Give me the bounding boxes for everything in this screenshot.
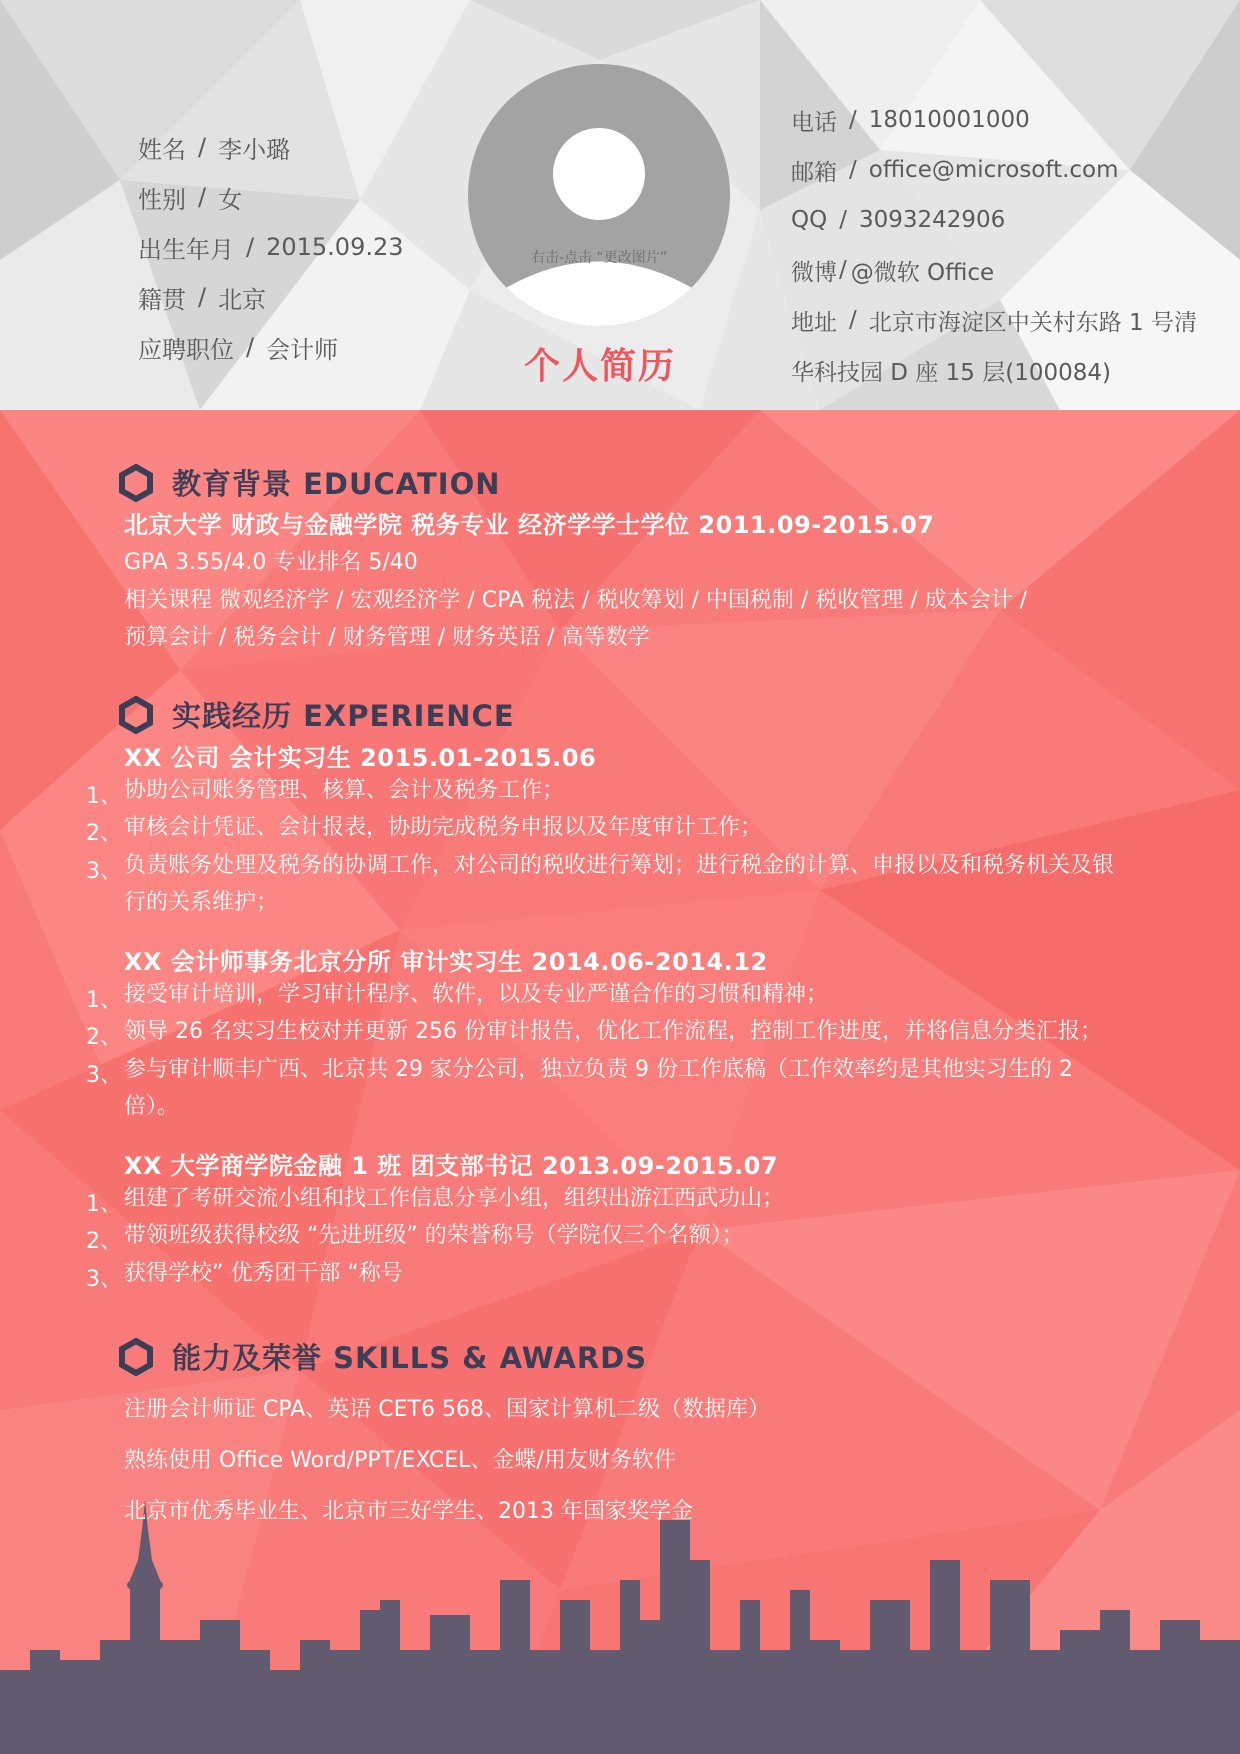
contact-value: 18010001000 — [868, 107, 1030, 133]
contact-label: 邮箱 — [791, 159, 837, 186]
contact-label: QQ — [791, 207, 828, 233]
contact-row-phone — [791, 95, 1211, 145]
job-title: XX 公司 会计实习生 2015.01-2015.06 — [124, 744, 597, 772]
info-label: 出生年月 — [138, 235, 234, 264]
info-row-birth — [138, 222, 498, 272]
info-value: 会计师 — [266, 335, 339, 364]
avatar[interactable] — [468, 64, 730, 326]
hexagon-icon — [118, 464, 154, 502]
job-title: XX 大学商学院金融 1 班 团支部书记 2013.09-2015.07 — [124, 1152, 779, 1180]
education-heading — [118, 462, 501, 503]
info-value: 北京 — [218, 285, 267, 314]
separator: / — [839, 207, 847, 233]
list-item: 审核会计凭证、会计报表，协助完成税务申报以及年度审计工作； — [124, 815, 763, 840]
contact-value: office@microsoft.com — [868, 157, 1119, 183]
info-value: 2015.09.23 — [266, 233, 404, 261]
contact-label: 地址 — [791, 309, 837, 336]
contact-value: 3093242906 — [858, 207, 1006, 233]
separator: / — [849, 157, 857, 183]
info-value: 女 — [218, 185, 243, 214]
separator: / — [839, 257, 847, 283]
separator: / — [246, 233, 255, 261]
experience-heading — [118, 694, 515, 735]
resume-title: 个人简历 — [523, 346, 676, 387]
list-item: 负责账务处理及税务的协调工作，对公司的税收进行筹划；进行税金的计算、申报以及和税务机关及银行的关系维护； — [124, 853, 1115, 915]
separator: / — [849, 107, 857, 133]
info-row-position — [138, 322, 498, 372]
contact-value: 华科技园 D 座 15 层(100084) — [791, 359, 1111, 386]
list-item: 协助公司账务管理、核算、会计及税务工作； — [124, 778, 565, 803]
info-label: 性别 — [138, 185, 186, 214]
contact-label: 微博 — [791, 259, 837, 286]
contact-row-weibo — [791, 245, 1211, 295]
skill-item: 熟练使用 Office Word/PPT/EXCEL、金蝶/用友财务软件 — [124, 1448, 676, 1473]
info-value: 李小璐 — [218, 135, 291, 164]
info-label: 籍贯 — [138, 285, 186, 314]
list-item: 领导 26 名实习生校对并更新 256 份审计报告，优化工作流程，控制工作进度，并将信息分类汇报； — [124, 1019, 1102, 1044]
info-label: 姓名 — [138, 135, 186, 164]
list-number: 1、 — [86, 1192, 122, 1217]
list-number: 2、 — [86, 1025, 122, 1050]
hexagon-icon — [118, 696, 154, 734]
skill-item: 注册会计师证 CPA、英语 CET6 568、国家计算机二级（数据库） — [124, 1397, 770, 1422]
section-title: 能力及荣誉 SKILLS & AWARDS — [172, 1341, 648, 1375]
list-item: 组建了考研交流小组和找工作信息分享小组，组织出游江西武功山； — [124, 1186, 785, 1211]
separator: / — [849, 307, 857, 333]
separator: / — [198, 283, 207, 311]
contact-label: 电话 — [791, 109, 837, 136]
contact-info-right — [791, 95, 1211, 395]
section-title: 教育背景 EDUCATION — [172, 467, 501, 501]
skills-heading — [118, 1336, 647, 1377]
separator: / — [198, 183, 207, 211]
info-label: 应聘职位 — [138, 335, 234, 364]
list-number: 2、 — [86, 1229, 122, 1254]
list-item: 参与审计顺丰广西、北京共 29 家分公司，独立负责 9 份工作底稿（工作效率约是其他实习生的 2 倍）。 — [124, 1057, 1073, 1119]
education-courses-1: 相关课程 微观经济学 / 宏观经济学 / CPA 税法 / 税收筹划 / 中国税制 / 税收管理 / 成本会计 / — [124, 588, 1028, 613]
info-row-gender — [138, 172, 498, 222]
list-item: 获得学校” 优秀团干部 “称号 — [124, 1261, 403, 1286]
person-icon — [468, 64, 730, 326]
avatar-hint: 右击-点击 “更改图片” — [530, 250, 667, 266]
contact-value: 北京市海淀区中关村东路 1 号清 — [868, 309, 1198, 336]
separator: / — [246, 333, 255, 361]
contact-row-qq — [791, 195, 1211, 245]
contact-value: @微软 Office — [850, 259, 995, 286]
job-title: XX 会计师事务北京分所 审计实习生 2014.06-2014.12 — [124, 948, 768, 976]
education-degree: 北京大学 财政与金融学院 税务专业 经济学学士学位 2011.09-2015.07 — [124, 511, 935, 539]
skill-item: 北京市优秀毕业生、北京市三好学生、2013 年国家奖学金 — [124, 1499, 693, 1524]
list-number: 3、 — [86, 1267, 122, 1292]
info-row-hometown — [138, 272, 498, 322]
hexagon-icon — [118, 1338, 154, 1376]
list-number: 1、 — [86, 988, 122, 1013]
contact-row-address — [791, 295, 1211, 345]
contact-row-email — [791, 145, 1211, 195]
contact-row-address-cont — [791, 345, 1211, 395]
city-skyline — [0, 1500, 1240, 1754]
list-number: 3、 — [86, 1063, 122, 1088]
separator: / — [198, 133, 207, 161]
education-gpa: GPA 3.55/4.0 专业排名 5/40 — [124, 550, 418, 575]
list-item: 接受审计培训，学习审计程序、软件，以及专业严谨合作的习惯和精神； — [124, 982, 829, 1007]
list-item: 带领班级获得校级 “先进班级” 的荣誉称号（学院仅三个名额）； — [124, 1223, 744, 1248]
personal-info-left — [138, 122, 498, 372]
education-courses-2: 预算会计 / 税务会计 / 财务管理 / 财务英语 / 高等数学 — [124, 625, 650, 650]
info-row-name — [138, 122, 498, 172]
section-title: 实践经历 EXPERIENCE — [172, 699, 515, 733]
list-number: 1、 — [86, 784, 122, 809]
list-number: 2、 — [86, 821, 122, 846]
list-number: 3、 — [86, 859, 122, 884]
